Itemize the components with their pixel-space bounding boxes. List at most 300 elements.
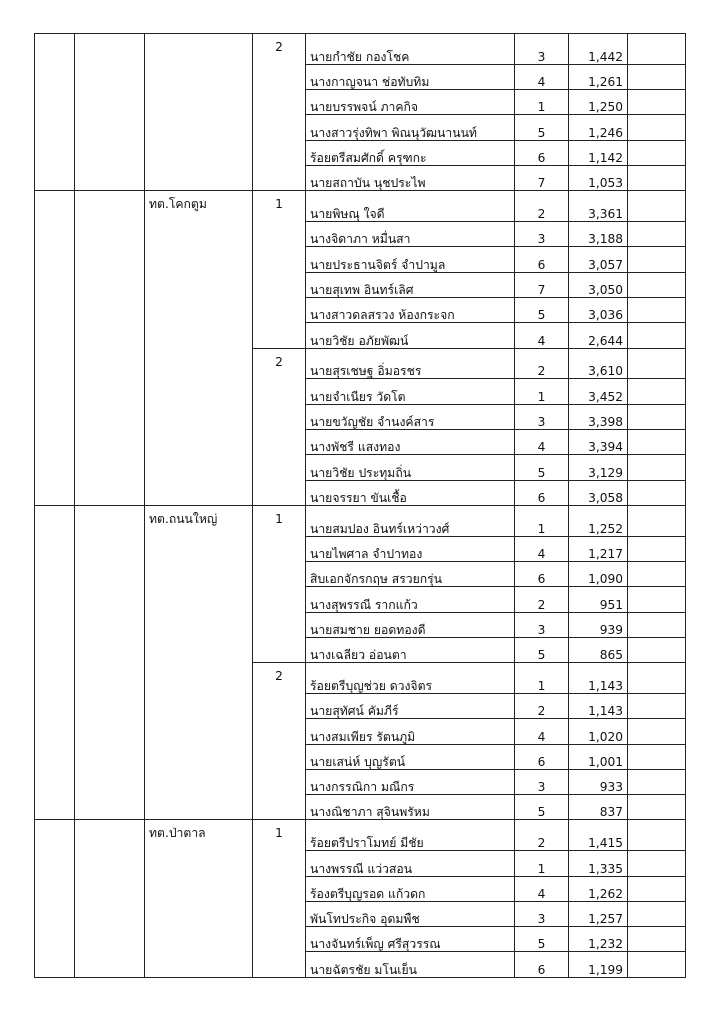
candidate-name-cell: นายกำชัย กองโชค (306, 34, 515, 65)
remark-cell (628, 429, 686, 454)
remark-cell (628, 536, 686, 561)
candidate-name-cell: นางกรรณิกา มณีกร (306, 769, 515, 794)
municipality-cell (145, 379, 253, 404)
table-row (35, 663, 686, 694)
remark-cell (628, 505, 686, 536)
vote-count-cell: 3,057 (569, 247, 628, 272)
blank-cell (75, 719, 145, 744)
remark-cell (628, 379, 686, 404)
blank-cell (75, 165, 145, 190)
blank-cell (75, 480, 145, 505)
candidate-name-cell: นายไพศาล จำปาทอง (306, 536, 515, 561)
candidate-name-cell: นายบรรพจน์ ภาคกิจ (306, 90, 515, 115)
vote-count-cell: 3,058 (569, 480, 628, 505)
blank-cell (35, 795, 75, 820)
candidate-name-cell: นางพรรณี แว่วสอน (306, 851, 515, 876)
table-row (35, 379, 686, 404)
table-row (35, 165, 686, 190)
candidate-number-cell: 1 (515, 505, 569, 536)
blank-cell (75, 455, 145, 480)
table-row (35, 612, 686, 637)
municipality-cell (145, 876, 253, 901)
blank-cell (75, 222, 145, 247)
blank-cell (35, 348, 75, 379)
blank-cell (35, 719, 75, 744)
table-row (35, 795, 686, 820)
vote-count-cell: 1,142 (569, 140, 628, 165)
vote-count-cell: 1,261 (569, 64, 628, 89)
candidate-number-cell: 3 (515, 612, 569, 637)
table-row (35, 693, 686, 718)
candidate-name-cell: ร้อยตรีสมศักดิ์ ครุฑกะ (306, 140, 515, 165)
vote-count-cell: 1,250 (569, 90, 628, 115)
blank-cell (35, 744, 75, 769)
unit-number-cell (253, 90, 306, 115)
blank-cell (35, 272, 75, 297)
unit-number-cell: 2 (253, 663, 306, 694)
remark-cell (628, 744, 686, 769)
candidate-number-cell: 3 (515, 901, 569, 926)
unit-number-cell (253, 165, 306, 190)
municipality-cell (145, 247, 253, 272)
candidate-name-cell: นายวิชัย อภัยพัฒน์ (306, 323, 515, 348)
unit-number-cell (253, 323, 306, 348)
candidate-name-cell: นายเสน่ห์ บุญรัตน์ (306, 744, 515, 769)
municipality-cell (145, 952, 253, 977)
table-row (35, 429, 686, 454)
table-row (35, 719, 686, 744)
blank-cell (35, 901, 75, 926)
blank-cell (35, 222, 75, 247)
unit-number-cell (253, 612, 306, 637)
unit-number-cell (253, 901, 306, 926)
municipality-cell (145, 693, 253, 718)
candidate-number-cell: 3 (515, 34, 569, 65)
municipality-cell: ทต.โคกตูม (145, 191, 253, 222)
vote-count-cell: 1,143 (569, 663, 628, 694)
unit-number-cell (253, 480, 306, 505)
candidate-number-cell: 5 (515, 637, 569, 662)
candidate-number-cell: 6 (515, 480, 569, 505)
unit-number-cell (253, 795, 306, 820)
remark-cell (628, 90, 686, 115)
blank-cell (75, 693, 145, 718)
blank-cell (35, 323, 75, 348)
vote-count-cell: 1,001 (569, 744, 628, 769)
candidate-number-cell: 3 (515, 404, 569, 429)
table-row (35, 927, 686, 952)
unit-number-cell (253, 952, 306, 977)
results-table (34, 33, 686, 978)
blank-cell (75, 247, 145, 272)
table-row (35, 769, 686, 794)
remark-cell (628, 663, 686, 694)
vote-count-cell: 939 (569, 612, 628, 637)
blank-cell (75, 140, 145, 165)
candidate-number-cell: 5 (515, 455, 569, 480)
municipality-cell (145, 927, 253, 952)
election-results-sheet (34, 33, 685, 977)
unit-number-cell: 1 (253, 191, 306, 222)
blank-cell (75, 297, 145, 322)
blank-cell (35, 612, 75, 637)
candidate-name-cell: นางเฉลียว อ่อนตา (306, 637, 515, 662)
blank-cell (35, 379, 75, 404)
table-row (35, 64, 686, 89)
blank-cell (35, 876, 75, 901)
table-row (35, 637, 686, 662)
remark-cell (628, 587, 686, 612)
candidate-name-cell: นางสุพรรณี รากแก้ว (306, 587, 515, 612)
municipality-cell (145, 769, 253, 794)
blank-cell (75, 536, 145, 561)
unit-number-cell (253, 876, 306, 901)
remark-cell (628, 222, 686, 247)
unit-number-cell (253, 429, 306, 454)
blank-cell (75, 587, 145, 612)
blank-cell (35, 429, 75, 454)
candidate-number-cell: 5 (515, 795, 569, 820)
blank-cell (35, 140, 75, 165)
unit-number-cell: 1 (253, 820, 306, 851)
table-row (35, 297, 686, 322)
table-row (35, 561, 686, 586)
blank-cell (75, 901, 145, 926)
unit-number-cell (253, 222, 306, 247)
remark-cell (628, 247, 686, 272)
table-row (35, 323, 686, 348)
blank-cell (35, 115, 75, 140)
table-row (35, 505, 686, 536)
blank-cell (75, 769, 145, 794)
candidate-number-cell: 6 (515, 744, 569, 769)
candidate-name-cell: นายจรรยา ขันเชื้อ (306, 480, 515, 505)
blank-cell (35, 455, 75, 480)
municipality-cell (145, 851, 253, 876)
municipality-cell (145, 719, 253, 744)
vote-count-cell: 1,246 (569, 115, 628, 140)
candidate-name-cell: นางจิดาภา หมื่นสา (306, 222, 515, 247)
remark-cell (628, 561, 686, 586)
municipality-cell (145, 34, 253, 65)
vote-count-cell: 1,335 (569, 851, 628, 876)
table-row (35, 140, 686, 165)
municipality-cell (145, 561, 253, 586)
vote-count-cell: 3,050 (569, 272, 628, 297)
table-row (35, 851, 686, 876)
candidate-number-cell: 6 (515, 561, 569, 586)
table-row (35, 536, 686, 561)
candidate-number-cell: 6 (515, 952, 569, 977)
unit-number-cell (253, 927, 306, 952)
unit-number-cell (253, 769, 306, 794)
blank-cell (75, 272, 145, 297)
remark-cell (628, 851, 686, 876)
candidate-number-cell: 3 (515, 222, 569, 247)
unit-number-cell (253, 404, 306, 429)
vote-count-cell: 865 (569, 637, 628, 662)
unit-number-cell: 2 (253, 34, 306, 65)
candidate-number-cell: 5 (515, 297, 569, 322)
remark-cell (628, 34, 686, 65)
remark-cell (628, 952, 686, 977)
municipality-cell (145, 795, 253, 820)
unit-number-cell (253, 64, 306, 89)
remark-cell (628, 719, 686, 744)
candidate-number-cell: 2 (515, 693, 569, 718)
unit-number-cell (253, 719, 306, 744)
remark-cell (628, 901, 686, 926)
candidate-number-cell: 1 (515, 851, 569, 876)
remark-cell (628, 191, 686, 222)
blank-cell (75, 952, 145, 977)
candidate-name-cell: พันโทประกิจ อุดมพืช (306, 901, 515, 926)
candidate-name-cell: นางสาวดลสรวง ห้องกระจก (306, 297, 515, 322)
candidate-number-cell: 4 (515, 429, 569, 454)
municipality-cell (145, 323, 253, 348)
unit-number-cell (253, 637, 306, 662)
candidate-name-cell: ร้องตรีบุญรอด แก้วดก (306, 876, 515, 901)
candidate-number-cell: 6 (515, 247, 569, 272)
municipality-cell (145, 637, 253, 662)
municipality-cell (145, 744, 253, 769)
vote-count-cell: 1,415 (569, 820, 628, 851)
blank-cell (35, 247, 75, 272)
candidate-name-cell: นางพัชรี แสงทอง (306, 429, 515, 454)
table-row (35, 90, 686, 115)
vote-count-cell: 1,143 (569, 693, 628, 718)
blank-cell (75, 876, 145, 901)
remark-cell (628, 272, 686, 297)
blank-cell (75, 379, 145, 404)
candidate-name-cell: ร้อยตรีปราโมทย์ มีชัย (306, 820, 515, 851)
unit-number-cell (253, 140, 306, 165)
remark-cell (628, 637, 686, 662)
blank-cell (35, 851, 75, 876)
blank-cell (75, 744, 145, 769)
vote-count-cell: 1,020 (569, 719, 628, 744)
municipality-cell (145, 348, 253, 379)
unit-number-cell (253, 247, 306, 272)
blank-cell (35, 663, 75, 694)
blank-cell (35, 34, 75, 65)
candidate-number-cell: 5 (515, 927, 569, 952)
municipality-cell (145, 115, 253, 140)
remark-cell (628, 876, 686, 901)
table-row (35, 480, 686, 505)
blank-cell (75, 191, 145, 222)
municipality-cell (145, 140, 253, 165)
table-row (35, 34, 686, 65)
candidate-name-cell: นายพิษณุ ใจดี (306, 191, 515, 222)
vote-count-cell: 951 (569, 587, 628, 612)
candidate-number-cell: 2 (515, 587, 569, 612)
candidate-name-cell: นายสมปอง อินทร์เหว่าวงศ์ (306, 505, 515, 536)
candidate-name-cell: นายขวัญชัย จำนงค์สาร (306, 404, 515, 429)
blank-cell (35, 536, 75, 561)
blank-cell (35, 480, 75, 505)
candidate-name-cell: นายฉัตรชัย มโนเย็น (306, 952, 515, 977)
table-row (35, 247, 686, 272)
vote-count-cell: 1,442 (569, 34, 628, 65)
remark-cell (628, 769, 686, 794)
vote-count-cell: 3,394 (569, 429, 628, 454)
table-row (35, 820, 686, 851)
candidate-number-cell: 4 (515, 876, 569, 901)
remark-cell (628, 165, 686, 190)
blank-cell (35, 927, 75, 952)
candidate-name-cell: นางณิชาภา สุจินพรัหม (306, 795, 515, 820)
remark-cell (628, 693, 686, 718)
candidate-name-cell: นายสถาบัน นุชประไพ (306, 165, 515, 190)
candidate-number-cell: 5 (515, 115, 569, 140)
blank-cell (35, 404, 75, 429)
candidate-number-cell: 4 (515, 536, 569, 561)
vote-count-cell: 1,252 (569, 505, 628, 536)
table-row (35, 348, 686, 379)
municipality-cell (145, 480, 253, 505)
blank-cell (35, 952, 75, 977)
remark-cell (628, 612, 686, 637)
municipality-cell: ทต.ถนนใหญ่ (145, 505, 253, 536)
unit-number-cell: 2 (253, 348, 306, 379)
blank-cell (75, 348, 145, 379)
table-row (35, 404, 686, 429)
blank-cell (35, 297, 75, 322)
remark-cell (628, 455, 686, 480)
vote-count-cell: 3,398 (569, 404, 628, 429)
blank-cell (75, 927, 145, 952)
blank-cell (75, 429, 145, 454)
blank-cell (75, 64, 145, 89)
table-row (35, 587, 686, 612)
municipality-cell (145, 536, 253, 561)
remark-cell (628, 64, 686, 89)
vote-count-cell: 1,232 (569, 927, 628, 952)
municipality-cell (145, 222, 253, 247)
table-row (35, 455, 686, 480)
table-row (35, 272, 686, 297)
blank-cell (75, 90, 145, 115)
blank-cell (75, 404, 145, 429)
blank-cell (35, 637, 75, 662)
blank-cell (75, 505, 145, 536)
blank-cell (75, 851, 145, 876)
candidate-number-cell: 3 (515, 769, 569, 794)
municipality-cell (145, 901, 253, 926)
unit-number-cell (253, 272, 306, 297)
blank-cell (75, 795, 145, 820)
municipality-cell (145, 663, 253, 694)
candidate-number-cell: 4 (515, 719, 569, 744)
remark-cell (628, 927, 686, 952)
blank-cell (35, 820, 75, 851)
municipality-cell (145, 90, 253, 115)
unit-number-cell: 1 (253, 505, 306, 536)
vote-count-cell: 1,257 (569, 901, 628, 926)
unit-number-cell (253, 379, 306, 404)
candidate-name-cell: นายสมชาย ยอดทองดี (306, 612, 515, 637)
candidate-name-cell: นายสุรเชษฐ อิ่มอรชร (306, 348, 515, 379)
vote-count-cell: 1,262 (569, 876, 628, 901)
vote-count-cell: 1,199 (569, 952, 628, 977)
remark-cell (628, 404, 686, 429)
blank-cell (35, 64, 75, 89)
unit-number-cell (253, 693, 306, 718)
blank-cell (75, 323, 145, 348)
candidate-number-cell: 4 (515, 323, 569, 348)
blank-cell (75, 561, 145, 586)
candidate-number-cell: 2 (515, 820, 569, 851)
candidate-name-cell: สิบเอกจักรกฤษ สรวยกรุ่น (306, 561, 515, 586)
table-row (35, 952, 686, 977)
table-row (35, 191, 686, 222)
unit-number-cell (253, 455, 306, 480)
blank-cell (35, 505, 75, 536)
vote-count-cell: 1,053 (569, 165, 628, 190)
blank-cell (75, 34, 145, 65)
candidate-number-cell: 1 (515, 663, 569, 694)
candidate-number-cell: 7 (515, 165, 569, 190)
municipality-cell (145, 165, 253, 190)
remark-cell (628, 323, 686, 348)
unit-number-cell (253, 851, 306, 876)
vote-count-cell: 1,090 (569, 561, 628, 586)
unit-number-cell (253, 536, 306, 561)
candidate-number-cell: 7 (515, 272, 569, 297)
blank-cell (35, 90, 75, 115)
candidate-number-cell: 6 (515, 140, 569, 165)
blank-cell (75, 637, 145, 662)
remark-cell (628, 348, 686, 379)
vote-count-cell: 933 (569, 769, 628, 794)
municipality-cell (145, 455, 253, 480)
table-row (35, 901, 686, 926)
table-row (35, 115, 686, 140)
blank-cell (35, 769, 75, 794)
candidate-name-cell: นายวิชัย ประทุมถิ่น (306, 455, 515, 480)
table-row (35, 876, 686, 901)
candidate-number-cell: 1 (515, 379, 569, 404)
candidate-number-cell: 4 (515, 64, 569, 89)
municipality-cell (145, 404, 253, 429)
candidate-number-cell: 2 (515, 191, 569, 222)
unit-number-cell (253, 297, 306, 322)
candidate-name-cell: นางกาญจนา ช่อทับทิม (306, 64, 515, 89)
municipality-cell (145, 587, 253, 612)
blank-cell (35, 587, 75, 612)
unit-number-cell (253, 115, 306, 140)
unit-number-cell (253, 587, 306, 612)
table-row (35, 744, 686, 769)
unit-number-cell (253, 561, 306, 586)
unit-number-cell (253, 744, 306, 769)
candidate-number-cell: 2 (515, 348, 569, 379)
municipality-cell: ทต.ป่าตาล (145, 820, 253, 851)
vote-count-cell: 3,452 (569, 379, 628, 404)
blank-cell (35, 191, 75, 222)
blank-cell (35, 561, 75, 586)
vote-count-cell: 2,644 (569, 323, 628, 348)
blank-cell (75, 612, 145, 637)
municipality-cell (145, 272, 253, 297)
vote-count-cell: 3,188 (569, 222, 628, 247)
table-row (35, 222, 686, 247)
candidate-name-cell: นายประธานจิตร์ จำปามูล (306, 247, 515, 272)
remark-cell (628, 115, 686, 140)
remark-cell (628, 140, 686, 165)
municipality-cell (145, 612, 253, 637)
